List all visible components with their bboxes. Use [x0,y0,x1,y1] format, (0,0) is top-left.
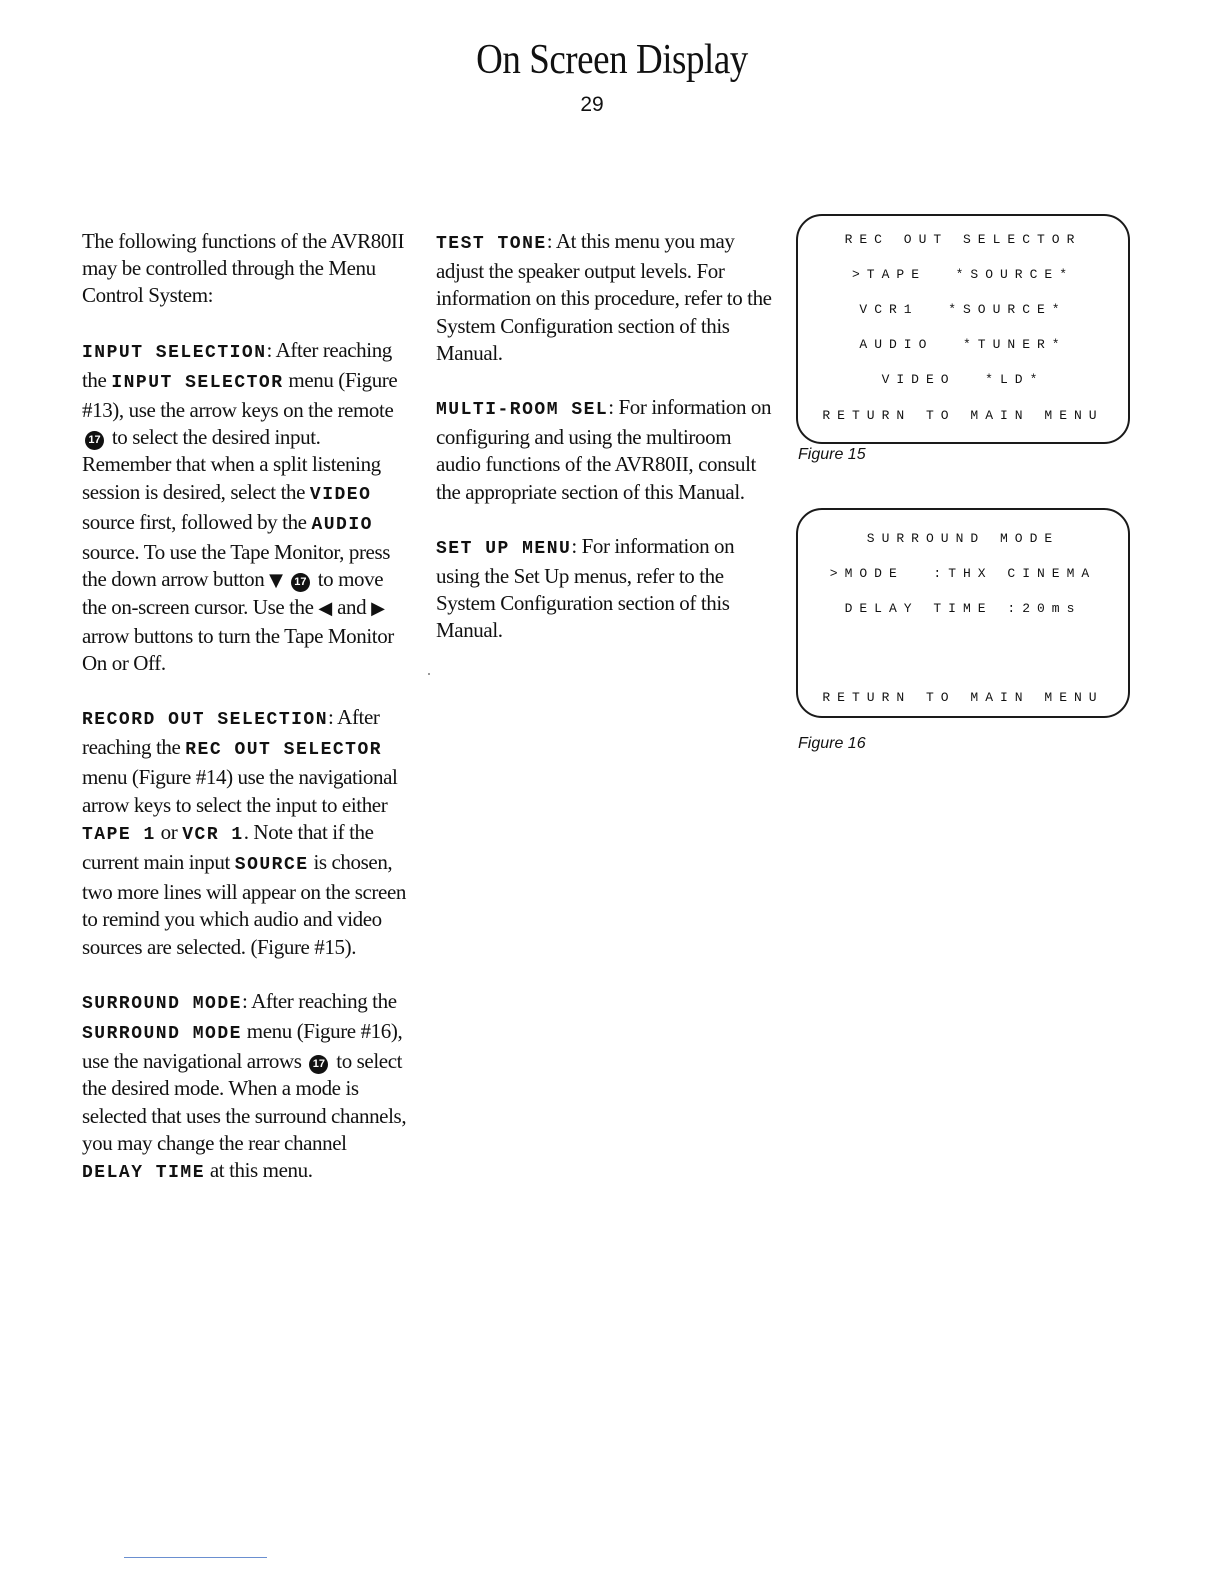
osd-line: RETURN TO MAIN MENU [822,690,1104,705]
input-selector-term: INPUT SELECTOR [111,372,284,393]
remote-key-17-icon: 17 [309,1055,328,1074]
stray-dot [428,673,430,675]
test-tone-paragraph: TEST TONE: At this menu you may adjust the speaker output levels. For information on this procedure, refer to the System Configuration section of this Manual. [436,229,772,365]
remote-key-17-icon: 17 [291,573,310,592]
osd-line: REC OUT SELECTOR [844,232,1082,247]
osd-line: >TAPE *SOURCE* [851,267,1075,282]
tape1-term: TAPE 1 [82,824,156,845]
record-out-paragraph: RECORD OUT SELECTION: After reaching the REC OUT SELECTOR menu (Figure #14) use the navigational arrow keys to select the input to either TAPE 1 or VCR 1. Note that if the current main input SOURCE is chosen, two more lines will appear on the screen to remind you which audio and video sources are selected. (Figure #15). [82,705,406,959]
record-out-heading: RECORD OUT SELECTION [82,710,329,731]
osd-line: VIDEO *LD* [881,372,1045,387]
surround-mode-heading: SURROUND MODE [82,993,242,1014]
input-selection-paragraph: INPUT SELECTION: After reaching the INPUT SELECTOR menu (Figure #13), use the arrow keys on the remote 17 to select the desired input. Remember that when a split listening session is desired, select the VIDEO source first, followed by the AUDIO source. To use the Tape Monitor, press the down arrow button ▼ 17 to move the on-screen cursor. Use the ◀ and ▶ arrow buttons to turn the Tape Monitor On or Off. [82,337,398,675]
video-term: VIDEO [309,484,372,505]
surround-mode-term: SURROUND MODE [82,1024,242,1045]
osd-line: VCR1 *SOURCE* [859,302,1067,317]
audio-term: AUDIO [311,514,373,535]
osd-line: SURROUND MODE [866,531,1060,546]
delay-time-term: DELAY TIME [82,1163,206,1184]
osd-line: AUDIO *TUNER* [859,337,1067,352]
setup-menu-paragraph: SET UP MENU: For information on using the Set Up menus, refer to the System Configuration section of this Manual. [436,533,735,643]
down-arrow-icon: ▼ [269,570,284,592]
intro-paragraph: The following functions of the AVR80II may be controlled through the Menu Control System: [82,229,405,308]
multi-room-paragraph: MULTI-ROOM SEL: For information on configuring and using the multiroom audio functions of the AVR80II, consult the appropriate section of this Manual. [436,395,772,504]
page-number: 29 [580,93,604,116]
setup-menu-heading: SET UP MENU [436,538,572,559]
left-arrow-icon: ◀ [318,598,333,620]
vcr1-term: VCR 1 [182,824,244,845]
footer-rule [124,1557,267,1558]
osd-line: RETURN TO MAIN MENU [822,408,1104,423]
surround-mode-paragraph: SURROUND MODE: After reaching the SURROUND MODE menu (Figure #16), use the navigational arrows 17 to select the desired mode. When a mode is selected that uses the surround channels, you may change the rear channel DELAY TIME at this menu. [82,988,407,1184]
figure15-caption: Figure 15 [798,446,866,463]
remote-key-17-icon: 17 [85,431,104,450]
middle-column [436,228,776,672]
page-title: On Screen Display [476,37,748,83]
osd-line: DELAY TIME :20ms [844,601,1082,616]
figure15-osd-screen [796,214,1130,444]
figure16-caption: Figure 16 [798,735,866,752]
source-term: SOURCE [234,855,309,876]
figure16-osd-screen [796,508,1130,718]
left-column [82,228,412,1214]
test-tone-heading: TEST TONE [436,234,547,254]
osd-line: >MODE :THX CINEMA [829,566,1097,581]
rec-out-selector-term: REC OUT SELECTOR [185,740,383,761]
multi-room-heading: MULTI-ROOM SEL [436,400,609,421]
right-arrow-icon: ▶ [371,598,385,620]
input-selection-heading: INPUT SELECTION [82,342,267,363]
